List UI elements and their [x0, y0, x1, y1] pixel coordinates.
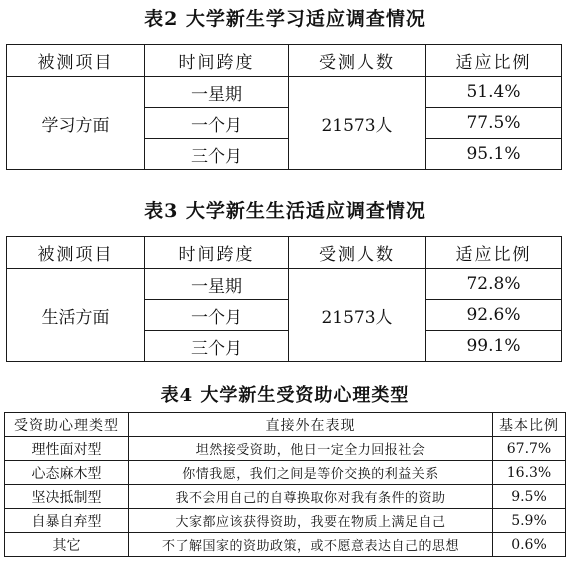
- table4-header-row: [5, 413, 566, 437]
- table4-caption: 表4 大学新生受资助心理类型: [160, 385, 410, 406]
- table3-item-cell: 生活方面: [7, 269, 145, 362]
- table4-type-cell: 理性面对型: [5, 437, 129, 461]
- table3-header-count: 受测人数: [289, 237, 426, 269]
- table-row: [5, 485, 566, 509]
- table4-header-ratio: 基本比例: [493, 413, 566, 437]
- table-row: [5, 461, 566, 485]
- table4-type-cell: 自暴自弃型: [5, 509, 129, 533]
- table2-header-span: 时间跨度: [145, 45, 289, 77]
- table3-header-ratio: 适应比例: [426, 237, 562, 269]
- table3-header-row: [7, 237, 562, 269]
- table3-count-cell: 21573人: [289, 269, 426, 362]
- table-row: [7, 269, 562, 300]
- table-row: [5, 437, 566, 461]
- table4-type-cell: 坚决抵制型: [5, 485, 129, 509]
- table3: [6, 236, 562, 362]
- table-row: [5, 509, 566, 533]
- table3-ratio-cell: 92.6%: [426, 300, 562, 331]
- table4-type-cell: 其它: [5, 533, 129, 557]
- table2-header-row: [7, 45, 562, 77]
- table4-desc-cell: 不了解国家的资助政策，或不愿意表达自己的思想: [129, 533, 493, 557]
- table2-span-cell: 一个月: [145, 108, 289, 139]
- table4: [4, 412, 566, 557]
- table4-desc-cell: 你情我愿，我们之间是等价交换的利益关系: [129, 461, 493, 485]
- table4-desc-cell: 我不会用自己的自尊换取你对我有条件的资助: [129, 485, 493, 509]
- table2-item-cell: 学习方面: [7, 77, 145, 170]
- table4-ratio-cell: 5.9%: [493, 509, 566, 533]
- table3-header-item: 被测项目: [7, 237, 145, 269]
- table4-ratio-cell: 9.5%: [493, 485, 566, 509]
- table3-header-span: 时间跨度: [145, 237, 289, 269]
- table2-header-ratio: 适应比例: [426, 45, 562, 77]
- table3-caption: 表3 大学新生生活适应调查情况: [144, 200, 426, 222]
- table4-header-desc: 直接外在表现: [129, 413, 493, 437]
- table-row: [7, 77, 562, 108]
- table3-span-cell: 三个月: [145, 331, 289, 362]
- table4-ratio-cell: 0.6%: [493, 533, 566, 557]
- table4-type-cell: 心态麻木型: [5, 461, 129, 485]
- table4-ratio-cell: 67.7%: [493, 437, 566, 461]
- table2: [6, 44, 562, 170]
- table3-ratio-cell: 99.1%: [426, 331, 562, 362]
- table3-ratio-cell: 72.8%: [426, 269, 562, 300]
- table3-span-cell: 一星期: [145, 269, 289, 300]
- table2-ratio-cell: 77.5%: [426, 108, 562, 139]
- table2-ratio-cell: 95.1%: [426, 139, 562, 170]
- table4-desc-cell: 大家都应该获得资助，我要在物质上满足自己: [129, 509, 493, 533]
- table2-span-cell: 三个月: [145, 139, 289, 170]
- table4-header-type: 受资助心理类型: [5, 413, 129, 437]
- table2-header-item: 被测项目: [7, 45, 145, 77]
- table2-header-count: 受测人数: [289, 45, 426, 77]
- table3-span-cell: 一个月: [145, 300, 289, 331]
- table2-ratio-cell: 51.4%: [426, 77, 562, 108]
- table4-desc-cell: 坦然接受资助，他日一定全力回报社会: [129, 437, 493, 461]
- table4-ratio-cell: 16.3%: [493, 461, 566, 485]
- table2-count-cell: 21573人: [289, 77, 426, 170]
- table-row: [5, 533, 566, 557]
- table2-span-cell: 一星期: [145, 77, 289, 108]
- table2-caption: 表2 大学新生学习适应调查情况: [144, 8, 426, 30]
